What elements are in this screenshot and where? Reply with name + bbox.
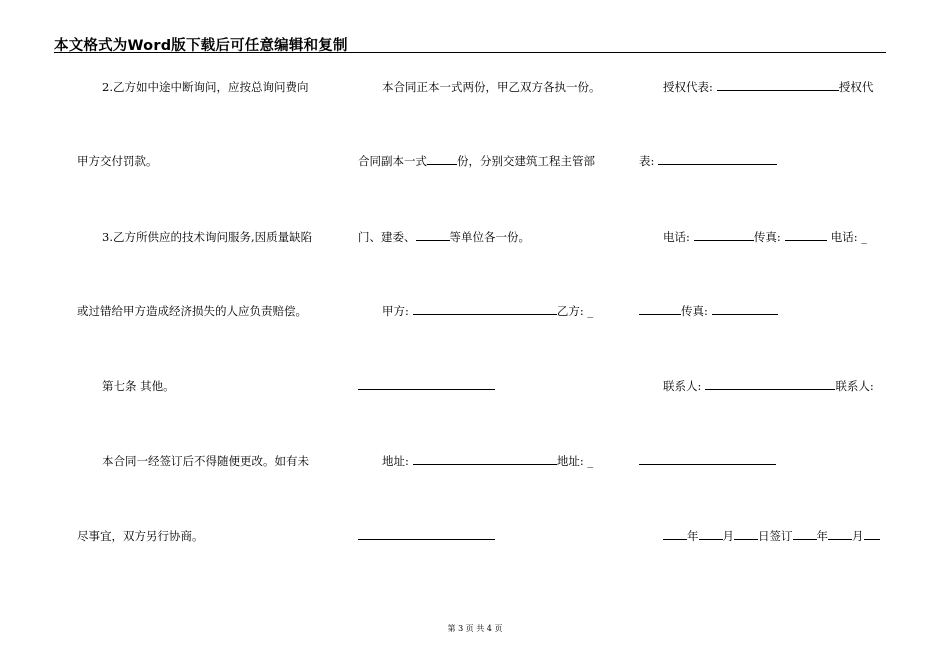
middle-line-6	[382, 454, 593, 468]
party-b-blank	[358, 379, 495, 390]
address-a-blank	[413, 454, 557, 465]
day-blank-2	[864, 529, 880, 540]
phone-a-blank	[694, 230, 754, 241]
contact-b-blank	[639, 454, 776, 465]
party-a-blank	[413, 304, 557, 315]
contact-a-label: 联系人:	[663, 379, 702, 393]
middle-line-1: 本合同正本一式两份，甲乙双方各执一份。	[382, 80, 601, 94]
middle-line-3-b: 等单位各一份。	[449, 230, 530, 244]
address-a-label: 地址:	[382, 454, 409, 468]
signed-label: 日签订	[758, 529, 793, 543]
phone-b-blank	[639, 304, 681, 315]
address-b-label: 地址: _	[556, 454, 594, 468]
right-line-4	[639, 304, 778, 318]
day-blank-1	[734, 529, 758, 540]
blank-units	[416, 230, 450, 241]
middle-line-5	[358, 379, 495, 393]
authorized-rep-b-label: 授权代	[838, 80, 874, 94]
month-blank-1	[699, 529, 723, 540]
blank-copies	[427, 154, 457, 165]
phone-b-label: 电话: _	[830, 230, 868, 244]
phone-a-label: 电话:	[663, 230, 690, 244]
contact-b-label: 联系人:	[835, 379, 874, 393]
address-b-blank	[358, 529, 495, 540]
left-line-4: 或过错给甲方造成经济损失的人应负责赔偿。	[77, 304, 307, 318]
middle-line-2	[358, 154, 595, 168]
left-line-1: 2.乙方如中途中断询问，应按总询问费向	[102, 80, 309, 94]
right-line-1	[663, 80, 873, 94]
fax-b-blank	[712, 304, 778, 315]
header-divider	[54, 52, 886, 53]
left-line-7: 尽事宜，双方另行协商。	[77, 529, 204, 543]
right-line-7-date	[663, 529, 880, 543]
contact-a-blank	[705, 379, 835, 390]
fax-a-label: 传真:	[753, 230, 781, 244]
right-line-3	[663, 230, 867, 244]
middle-line-4	[382, 304, 593, 318]
middle-line-2-a: 合同副本一式	[358, 154, 427, 168]
year-blank-2	[793, 529, 817, 540]
month-label-1: 月	[722, 529, 734, 543]
page-number-footer: 第 3 页 共 4 页	[447, 624, 503, 633]
year-label-1: 年	[687, 529, 699, 543]
month-blank-2	[828, 529, 852, 540]
left-line-3: 3.乙方所供应的技术询问服务,因质量缺陷	[102, 230, 313, 244]
right-line-5	[663, 379, 874, 393]
middle-line-3	[358, 230, 530, 244]
authorized-rep-b-blank	[658, 154, 777, 165]
left-line-5: 第七条 其他。	[102, 379, 175, 393]
middle-line-3-a: 门、建委、	[358, 230, 416, 244]
middle-line-2-b: 份，分别交建筑工程主管部	[457, 154, 595, 168]
fax-b-label: 传真:	[681, 304, 708, 318]
right-line-2	[639, 154, 777, 168]
party-b-label: 乙方: _	[556, 304, 594, 318]
authorized-rep-b-label-end: 表:	[639, 154, 655, 168]
document-header-title: 本文格式为Word版下载后可任意编辑和复制	[54, 38, 348, 54]
middle-line-7	[358, 529, 495, 543]
left-line-2: 甲方交付罚款。	[77, 154, 158, 168]
authorized-rep-a-blank	[717, 80, 839, 91]
year-label-2: 年	[816, 529, 828, 543]
year-blank-1	[663, 529, 687, 540]
authorized-rep-a-label: 授权代表:	[663, 80, 713, 94]
left-line-6: 本合同一经签订后不得随便更改。如有未	[102, 454, 309, 468]
right-line-6	[639, 454, 776, 468]
month-label-2: 月	[852, 529, 864, 543]
party-a-label: 甲方:	[382, 304, 409, 318]
fax-a-blank	[785, 230, 827, 241]
